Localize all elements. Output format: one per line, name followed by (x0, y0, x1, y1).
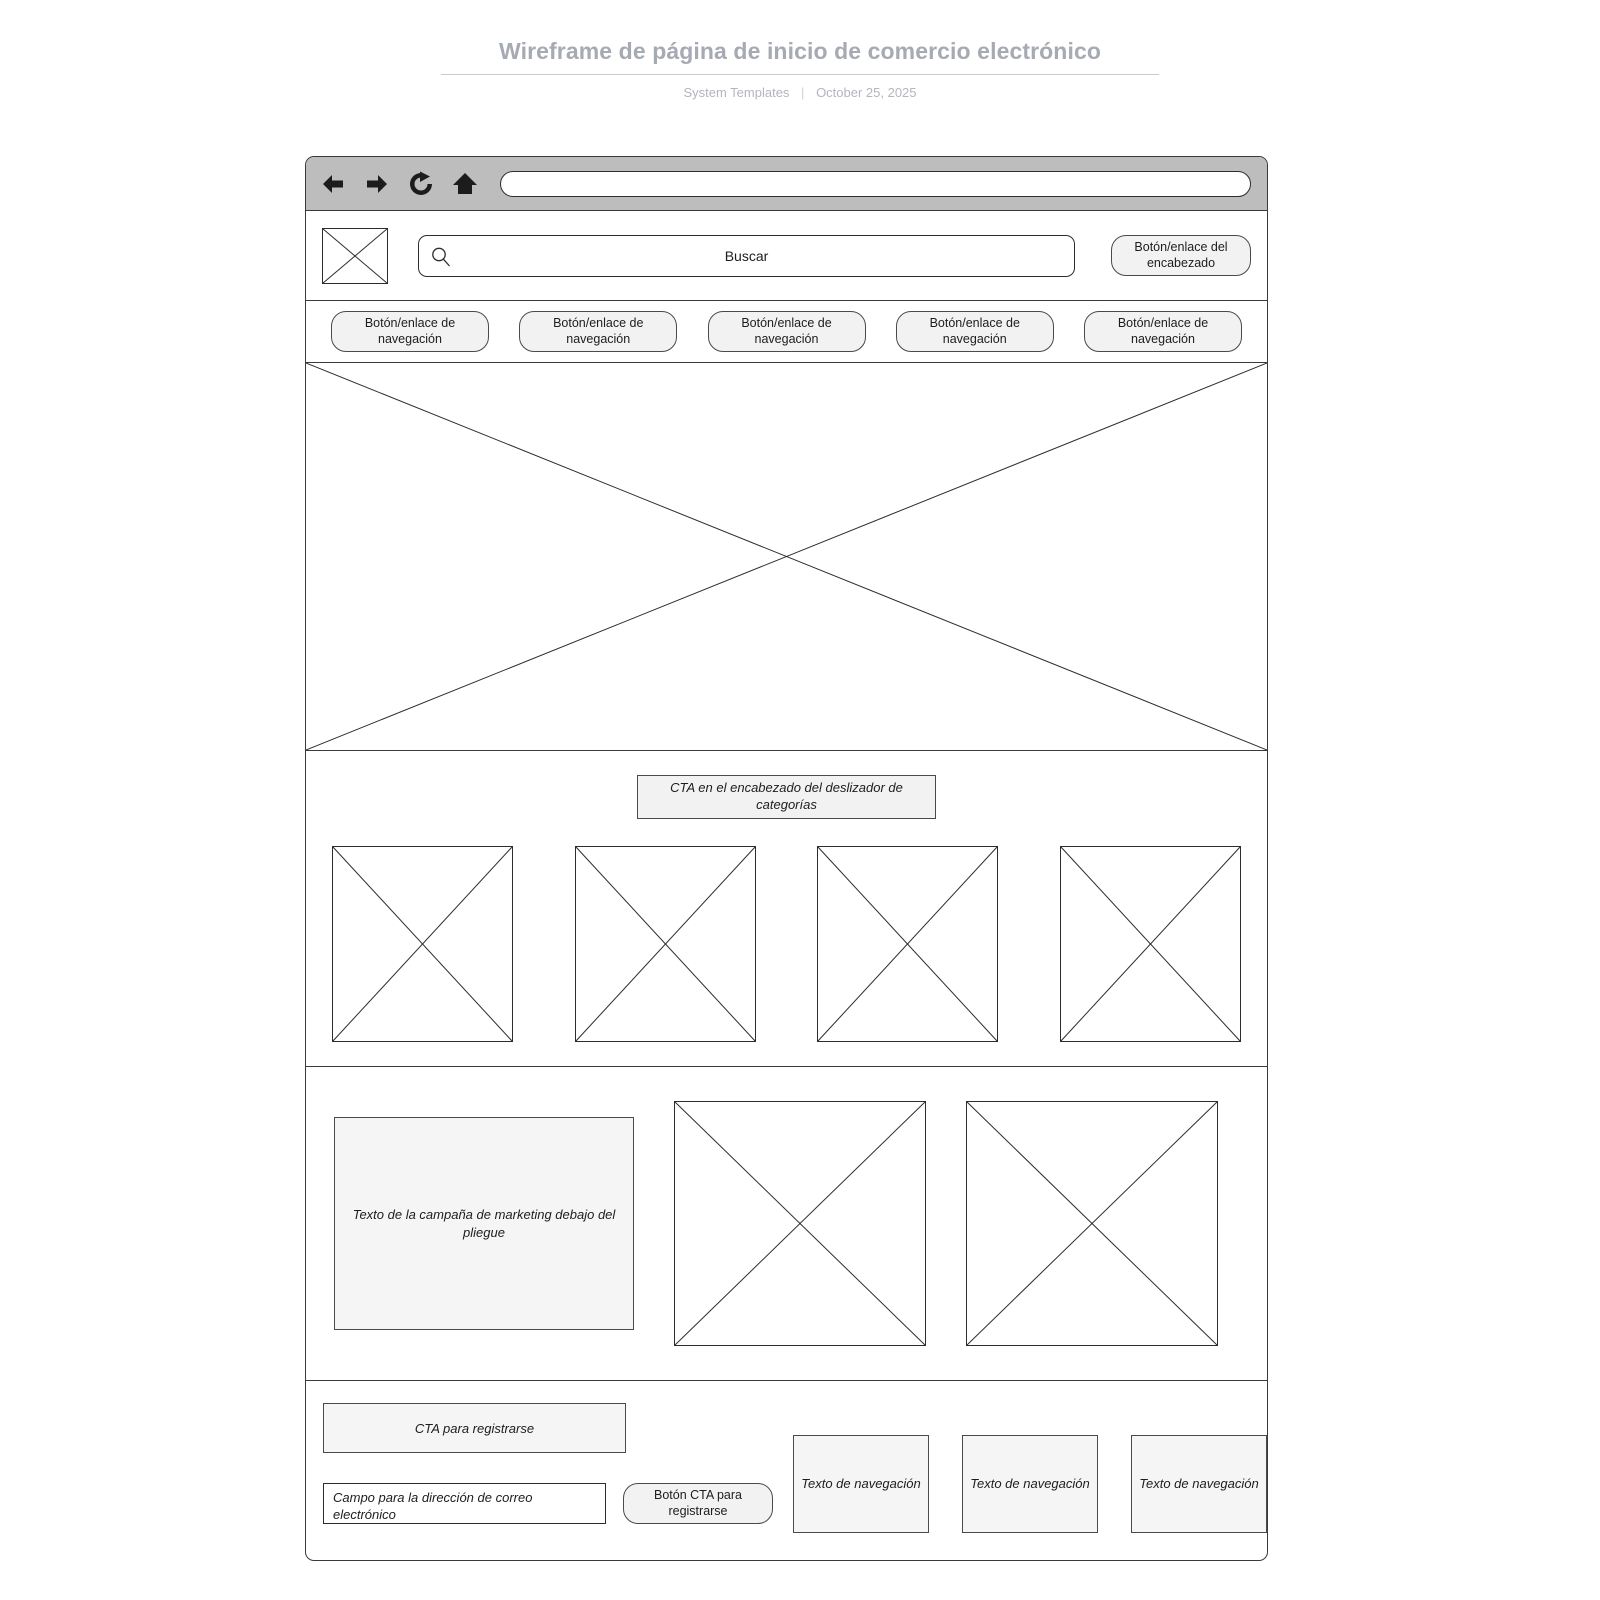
search-placeholder-text: Buscar (724, 247, 769, 264)
category-thumb-1[interactable] (332, 846, 513, 1042)
nav-button-1[interactable]: Botón/enlace de navegación (331, 311, 489, 352)
product-image-1[interactable] (674, 1101, 926, 1346)
footer-nav-box-1[interactable]: Texto de navegación (793, 1435, 929, 1533)
category-thumb-row (306, 846, 1267, 1042)
signup-cta-text: CTA para registrarse (323, 1403, 626, 1453)
footer-nav-group (793, 1403, 1281, 1571)
signup-cta-button[interactable]: Botón CTA para registrarse (623, 1483, 773, 1524)
category-thumb-4[interactable] (1060, 846, 1241, 1042)
footer-section (306, 1381, 1267, 1571)
signup-form-row (323, 1483, 793, 1524)
category-slider-section (306, 751, 1267, 1067)
document-author: System Templates (683, 85, 790, 100)
email-field[interactable]: Campo para la dirección de correo electrónico (323, 1483, 606, 1524)
search-icon (430, 246, 452, 268)
hero-image-placeholder (306, 363, 1267, 751)
footer-nav-box-2[interactable]: Texto de navegación (962, 1435, 1098, 1533)
marketing-campaign-section (306, 1067, 1267, 1381)
logo-image-placeholder (322, 228, 388, 284)
document-header (0, 0, 1600, 100)
header-cta-button[interactable]: Botón/enlace del encabezado (1111, 235, 1251, 276)
back-arrow-icon[interactable] (318, 169, 348, 199)
browser-toolbar (306, 157, 1267, 211)
nav-button-2[interactable]: Botón/enlace de navegación (519, 311, 677, 352)
product-image-2[interactable] (966, 1101, 1218, 1346)
footer-signup-group (323, 1403, 793, 1571)
footer-nav-box-3[interactable]: Texto de navegación (1131, 1435, 1267, 1533)
category-thumb-3[interactable] (817, 846, 998, 1042)
category-thumb-2[interactable] (575, 846, 756, 1042)
home-icon[interactable] (450, 169, 480, 199)
document-meta (0, 85, 1600, 100)
nav-button-4[interactable]: Botón/enlace de navegación (896, 311, 1054, 352)
page-title: Wireframe de página de inicio de comercio electrónico (441, 38, 1159, 75)
browser-window (305, 156, 1268, 1561)
reload-icon[interactable] (406, 169, 436, 199)
category-slider-cta[interactable]: CTA en el encabezado del deslizador de categorías (637, 775, 936, 819)
search-input[interactable] (418, 235, 1075, 277)
campaign-text-block: Texto de la campaña de marketing debajo del pliegue (334, 1117, 634, 1330)
forward-arrow-icon[interactable] (362, 169, 392, 199)
nav-button-3[interactable]: Botón/enlace de navegación (708, 311, 866, 352)
document-date: October 25, 2025 (816, 85, 917, 100)
site-header (306, 211, 1267, 301)
address-bar-input[interactable] (500, 171, 1251, 197)
meta-separator: | (801, 85, 805, 100)
nav-button-5[interactable]: Botón/enlace de navegación (1084, 311, 1242, 352)
primary-navigation (306, 301, 1267, 363)
